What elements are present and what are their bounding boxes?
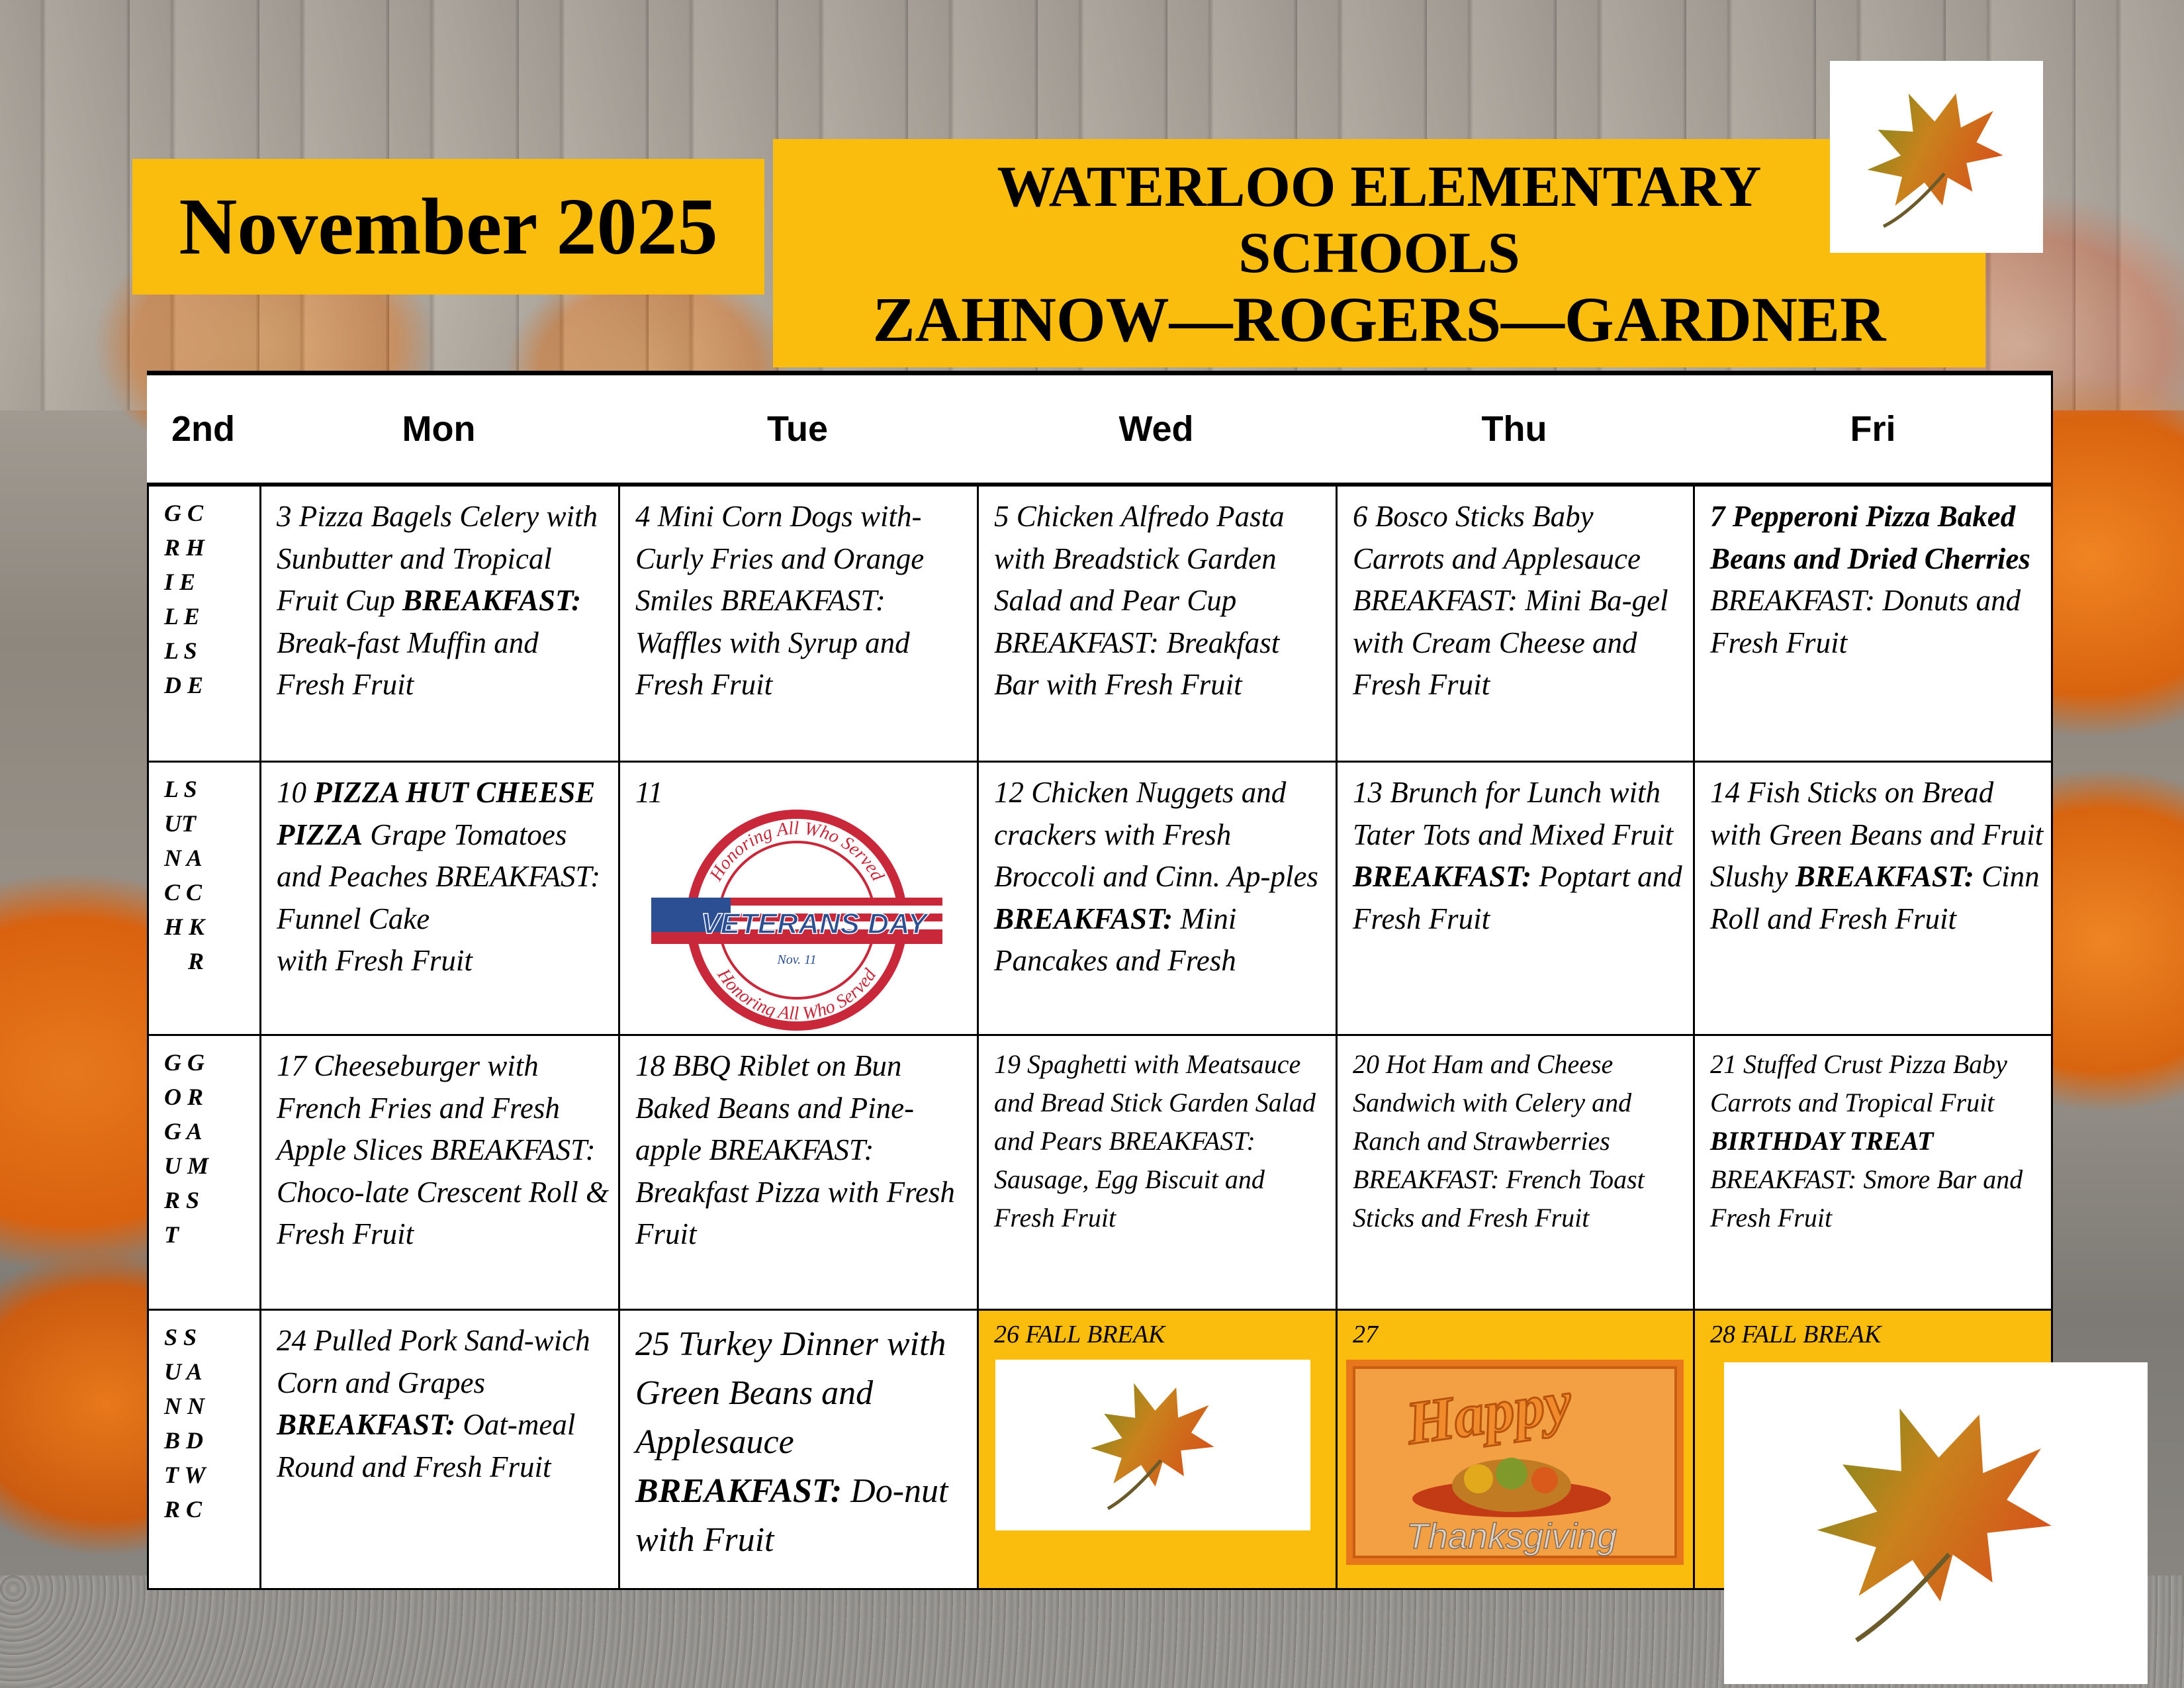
veterans-day-badge xyxy=(651,801,942,1039)
day-cell-nov-10 xyxy=(261,763,618,1034)
day-cell-nov-24 xyxy=(261,1311,618,1589)
menu-text: 13 Brunch for Lunch with Tater Tots and Mixed Fruit xyxy=(1353,776,1674,851)
grid-line xyxy=(1693,487,1695,1589)
grid-line xyxy=(259,487,261,1589)
breakfast-label: BREAKFAST: xyxy=(1353,860,1532,893)
school-line-1: WATERLOO ELEMENTARY xyxy=(997,154,1762,219)
badge-bottom-text: Honoring All Who Served xyxy=(713,964,881,1025)
menu-text: 18 BBQ Riblet on Bun Baked Beans and Pine-apple BREAKFAST: Breakfast Pizza with Fresh Fruit xyxy=(635,1049,955,1250)
day-cell-nov-19 xyxy=(978,1036,1336,1309)
school-banner xyxy=(773,139,1985,367)
maple-leaf-image-26 xyxy=(995,1360,1310,1530)
day-cell-nov-14 xyxy=(1694,763,2053,1034)
menu-text: 14 Fish Sticks on Bread with Green Beans and Fruit Slushy xyxy=(1710,776,2044,893)
maple-leaf-icon xyxy=(995,1360,1310,1530)
day-cell-nov-25 xyxy=(619,1311,977,1589)
menu-text: 20 Hot Ham and Cheese Sandwich with Celery and Ranch and Strawberries BREAKFAST: French Toast Sticks and Fresh Fruit xyxy=(1353,1049,1645,1233)
badge-date-text: Nov. 11 xyxy=(777,953,817,967)
side-label-grilled-cheese: G C R H I E L E L S D E xyxy=(164,500,205,698)
happy-thanksgiving-card xyxy=(1346,1360,1684,1565)
grid-line xyxy=(147,1309,2053,1311)
day-number: 11 xyxy=(635,776,663,809)
grid-line xyxy=(147,1034,2053,1036)
day-cell-nov-11 xyxy=(619,763,977,1034)
menu-text: 3 Pizza Bagels Celery with Sunbutter and Tropical Fruit Cup xyxy=(277,500,598,617)
breakfast-text: BREAKFAST: Smore Bar and Fresh Fruit xyxy=(1710,1164,2023,1233)
column-header-wed: Wed xyxy=(1118,409,1194,449)
day-cell-nov-27 xyxy=(1337,1311,1693,1589)
menu-text: 5 Chicken Alfredo Pasta with Breadstick Garden Salad and Pear Cup BREAKFAST: Breakfast Bar with Fresh Fruit xyxy=(994,500,1285,701)
school-line-3: ZAHNOW—ROGERS—GARDNER xyxy=(872,283,1886,355)
month-banner xyxy=(132,159,764,295)
breakfast-label: BREAKFAST: xyxy=(994,902,1173,935)
maple-leaf-icon xyxy=(1830,61,2043,253)
calendar-header-row xyxy=(147,375,2053,487)
month-title: November 2025 xyxy=(179,181,718,271)
maple-leaf-image-top xyxy=(1830,61,2043,253)
side-label-sun-sand: S S U A N N B D T W R C xyxy=(164,1324,206,1523)
school-line-2: SCHOOLS xyxy=(1238,220,1520,285)
day-cell-nov-20 xyxy=(1337,1036,1693,1309)
column-header-thu: Thu xyxy=(1481,409,1547,449)
menu-text: Grape Tomatoes and Peaches BREAKFAST: Funnel Cake xyxy=(277,818,601,935)
menu-text: 21 Stuffed Crust Pizza Baby Carrots and Tropical Fruit xyxy=(1710,1049,2007,1117)
birthday-treat: BIRTHDAY TREAT xyxy=(1710,1126,1934,1156)
grid-line xyxy=(147,487,149,1589)
column-header-fri: Fri xyxy=(1850,409,1896,449)
breakfast-text: Cinn Roll and Fresh Fruit xyxy=(1710,860,2040,935)
breakfast-text: Poptart and Fresh Fruit xyxy=(1353,860,1682,935)
badge-top-text: Honoring All Who Served xyxy=(705,818,888,885)
day-cell-nov-18 xyxy=(619,1036,977,1309)
fall-break-label: 26 FALL BREAK xyxy=(994,1321,1165,1348)
card-subtitle: Thanksgiving xyxy=(1406,1517,1617,1556)
day-cell-nov-12 xyxy=(978,763,1336,1034)
menu-text: 24 Pulled Pork Sand-wich Corn and Grapes xyxy=(277,1324,590,1399)
day-cell-nov-7 xyxy=(1694,487,2053,761)
side-label-lunch-snack: L S UT N A C C H K R xyxy=(164,776,205,974)
maple-leaf-image-bottom xyxy=(1724,1362,2148,1684)
breakfast-text: Break-fast Muffin and Fresh Fruit xyxy=(277,626,539,701)
menu-text-bold: Pepperoni Pizza Baked Beans and Dried Cherries xyxy=(1710,500,2030,575)
menu-text: 19 Spaghetti with Meatsauce and Bread Stick Garden Salad and Pears BREAKFAST: Sausage, Egg Biscuit and Fresh Fruit xyxy=(994,1049,1316,1233)
breakfast-text: BREAKFAST: Donuts and Fresh Fruit xyxy=(1710,584,2021,659)
menu-text: 25 Turkey Dinner with Green Beans and Applesauce xyxy=(635,1325,946,1461)
breakfast-label: BREAKFAST: xyxy=(277,1408,456,1441)
column-header-tue: Tue xyxy=(767,409,828,449)
menu-text: 4 Mini Corn Dogs with-Curly Fries and Orange Smiles BREAKFAST: Waffles with Syrup and Fresh Fruit xyxy=(635,500,925,701)
breakfast-text: Oat-meal Round and Fresh Fruit xyxy=(277,1408,576,1483)
breakfast-text: Do-nut with Fruit xyxy=(635,1472,948,1559)
day-cell-nov-5 xyxy=(978,487,1336,761)
side-label-go-gars: G G O R G A U M R S T xyxy=(164,1049,209,1248)
day-number: 27 xyxy=(1353,1321,1378,1348)
day-cell-nov-6 xyxy=(1337,487,1693,761)
column-header-mon: Mon xyxy=(402,409,476,449)
grid-line xyxy=(1336,487,1338,1589)
day-cell-nov-4 xyxy=(619,487,977,761)
fall-break-label: 28 FALL BREAK xyxy=(1710,1321,1882,1348)
day-cell-nov-13 xyxy=(1337,763,1693,1034)
day-cell-nov-26 xyxy=(978,1311,1336,1589)
breakfast-label: BREAKFAST: xyxy=(635,1472,842,1510)
day-number: 10 xyxy=(277,776,314,809)
day-cell-nov-21 xyxy=(1694,1036,2053,1309)
menu-text: 17 Cheeseburger with French Fries and Fresh Apple Slices BREAKFAST: Choco-late Crescent Roll & Fresh Fruit xyxy=(277,1049,609,1250)
menu-text-2: with Fresh Fruit xyxy=(277,944,473,977)
menu-text: 6 Bosco Sticks Baby Carrots and Applesauce BREAKFAST: Mini Ba-gel with Cream Cheese and Fresh Fruit xyxy=(1353,500,1668,701)
menu-text: 12 Chicken Nuggets and crackers with Fresh Broccoli and Cinn. Ap-ples xyxy=(994,776,1318,893)
maple-leaf-icon xyxy=(1724,1362,2148,1684)
grid-line xyxy=(147,761,2053,763)
grid-line xyxy=(618,487,620,1589)
badge-main-text: VETERANS DAY xyxy=(701,908,927,940)
column-header-2nd: 2nd xyxy=(171,409,235,449)
day-cell-nov-3 xyxy=(261,487,618,761)
menu-text-bold: PIZZA HUT CHEESE PIZZA xyxy=(277,776,596,851)
day-cell-nov-17 xyxy=(261,1036,618,1309)
breakfast-text: Mini Pancakes and Fresh xyxy=(994,902,1237,977)
day-number: 7 xyxy=(1710,500,1733,533)
breakfast-label: BREAKFAST: xyxy=(1795,860,1974,893)
grid-line xyxy=(977,487,979,1589)
breakfast-label: BREAKFAST: xyxy=(402,584,582,617)
card-title: Happy xyxy=(1402,1367,1576,1458)
